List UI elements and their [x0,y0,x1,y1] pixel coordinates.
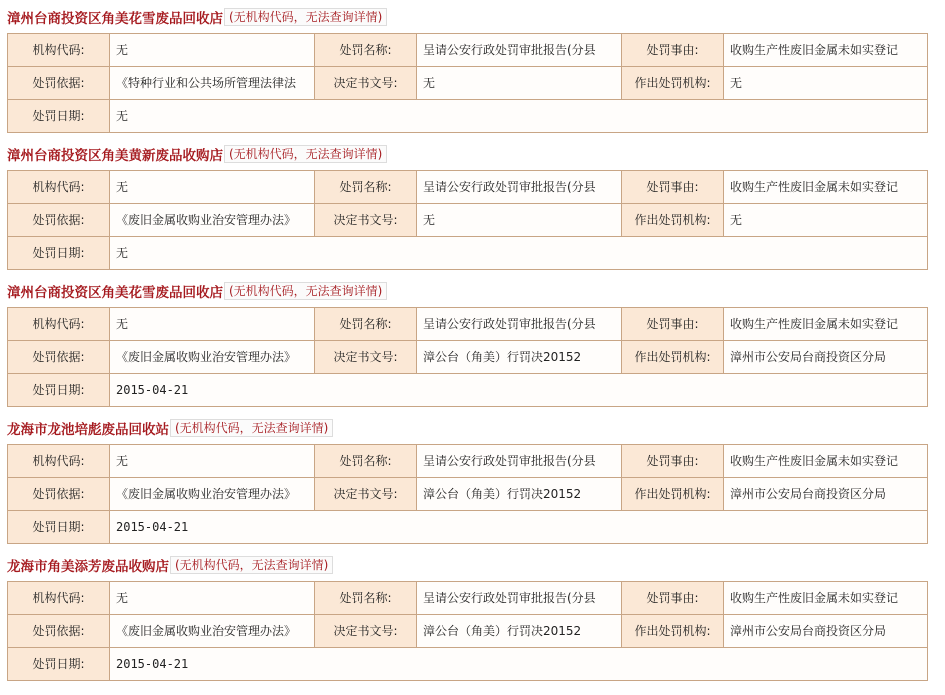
penalty-basis-label: 处罚依据: [8,615,110,648]
penalty-basis-label: 处罚依据: [8,341,110,374]
authority-label: 作出处罚机构: [622,204,724,237]
table-row [8,511,928,544]
no-org-code-note: (无机构代码，无法查询详情) [170,419,333,437]
penalty-basis-value: 《废旧金属收购业治安管理办法》 [110,341,315,374]
table-row [8,374,928,407]
penalty-date-label: 处罚日期: [8,374,110,407]
decision-no-value: 漳公台（角美）行罚决20152 [417,615,622,648]
no-org-code-note: (无机构代码，无法查询详情) [224,145,387,163]
decision-no-value: 无 [417,67,622,100]
penalty-basis-label: 处罚依据: [8,478,110,511]
table-row [8,171,928,204]
org-code-value: 无 [110,171,315,204]
record-detail-table [7,307,928,407]
decision-no-label: 决定书文号: [315,341,417,374]
table-row [8,582,928,615]
penalty-name-value: 呈请公安行政处罚审批报告(分县 [417,34,622,67]
penalty-reason-label: 处罚事由: [622,34,724,67]
org-code-label: 机构代码: [8,308,110,341]
penalty-name-label: 处罚名称: [315,445,417,478]
org-code-value: 无 [110,582,315,615]
record-detail-table [7,444,928,544]
penalty-basis-label: 处罚依据: [8,67,110,100]
no-org-code-note: (无机构代码，无法查询详情) [224,282,387,300]
authority-label: 作出处罚机构: [622,615,724,648]
org-code-label: 机构代码: [8,171,110,204]
authority-value: 无 [724,67,928,100]
decision-no-label: 决定书文号: [315,615,417,648]
decision-no-value: 漳公台（角美）行罚决20152 [417,341,622,374]
decision-no-value: 漳公台（角美）行罚决20152 [417,478,622,511]
penalty-record [7,280,927,407]
penalty-record [7,554,927,681]
table-row [8,67,928,100]
penalty-reason-value: 收购生产性废旧金属未如实登记 [724,445,928,478]
authority-label: 作出处罚机构: [622,478,724,511]
penalty-reason-label: 处罚事由: [622,308,724,341]
table-row [8,34,928,67]
record-detail-table [7,33,928,133]
penalty-date-value: 2015-04-21 [110,374,928,407]
org-code-value: 无 [110,308,315,341]
authority-value: 漳州市公安局台商投资区分局 [724,478,928,511]
decision-no-value: 无 [417,204,622,237]
record-header [7,143,927,165]
penalty-date-label: 处罚日期: [8,511,110,544]
penalty-reason-label: 处罚事由: [622,582,724,615]
company-name-link[interactable]: 漳州台商投资区角美花雪废品回收店 [7,11,223,27]
penalty-name-label: 处罚名称: [315,582,417,615]
company-name-link[interactable]: 龙海市龙池培彪废品回收站 [7,422,169,438]
penalty-reason-value: 收购生产性废旧金属未如实登记 [724,582,928,615]
record-header [7,280,927,302]
record-detail-table [7,170,928,270]
table-row [8,445,928,478]
penalty-date-label: 处罚日期: [8,648,110,681]
no-org-code-note: (无机构代码，无法查询详情) [170,556,333,574]
penalty-date-value: 2015-04-21 [110,648,928,681]
penalty-reason-value: 收购生产性废旧金属未如实登记 [724,171,928,204]
authority-value: 漳州市公安局台商投资区分局 [724,341,928,374]
company-name-link[interactable]: 漳州台商投资区角美花雪废品回收店 [7,285,223,301]
penalty-name-value: 呈请公安行政处罚审批报告(分县 [417,308,622,341]
table-row [8,237,928,270]
authority-value: 无 [724,204,928,237]
decision-no-label: 决定书文号: [315,67,417,100]
penalty-name-label: 处罚名称: [315,308,417,341]
org-code-label: 机构代码: [8,582,110,615]
penalty-date-value: 无 [110,100,928,133]
company-name-link[interactable]: 漳州台商投资区角美黄新废品收购店 [7,148,223,164]
penalty-reason-value: 收购生产性废旧金属未如实登记 [724,34,928,67]
penalty-record [7,6,927,133]
penalty-date-value: 2015-04-21 [110,511,928,544]
table-row [8,204,928,237]
authority-label: 作出处罚机构: [622,67,724,100]
table-row [8,478,928,511]
penalty-name-value: 呈请公安行政处罚审批报告(分县 [417,171,622,204]
org-code-label: 机构代码: [8,445,110,478]
penalty-name-label: 处罚名称: [315,171,417,204]
org-code-value: 无 [110,34,315,67]
penalty-name-value: 呈请公安行政处罚审批报告(分县 [417,445,622,478]
org-code-label: 机构代码: [8,34,110,67]
penalty-basis-value: 《废旧金属收购业治安管理办法》 [110,204,315,237]
no-org-code-note: (无机构代码，无法查询详情) [224,8,387,26]
authority-value: 漳州市公安局台商投资区分局 [724,615,928,648]
penalty-date-label: 处罚日期: [8,100,110,133]
penalty-name-value: 呈请公安行政处罚审批报告(分县 [417,582,622,615]
table-row [8,100,928,133]
record-header [7,417,927,439]
penalty-basis-value: 《废旧金属收购业治安管理办法》 [110,615,315,648]
penalty-record [7,143,927,270]
company-name-link[interactable]: 龙海市角美添芳废品收购店 [7,559,169,575]
record-header [7,554,927,576]
org-code-value: 无 [110,445,315,478]
penalty-date-value: 无 [110,237,928,270]
table-row [8,341,928,374]
record-header [7,6,927,28]
decision-no-label: 决定书文号: [315,204,417,237]
table-row [8,308,928,341]
authority-label: 作出处罚机构: [622,341,724,374]
penalty-reason-value: 收购生产性废旧金属未如实登记 [724,308,928,341]
penalty-reason-label: 处罚事由: [622,445,724,478]
table-row [8,615,928,648]
penalty-date-label: 处罚日期: [8,237,110,270]
decision-no-label: 决定书文号: [315,478,417,511]
penalty-basis-value: 《废旧金属收购业治安管理办法》 [110,478,315,511]
penalty-basis-label: 处罚依据: [8,204,110,237]
penalty-reason-label: 处罚事由: [622,171,724,204]
table-row [8,648,928,681]
record-detail-table [7,581,928,681]
penalty-name-label: 处罚名称: [315,34,417,67]
penalty-basis-value: 《特种行业和公共场所管理法律法 [110,67,315,100]
penalty-record [7,417,927,544]
